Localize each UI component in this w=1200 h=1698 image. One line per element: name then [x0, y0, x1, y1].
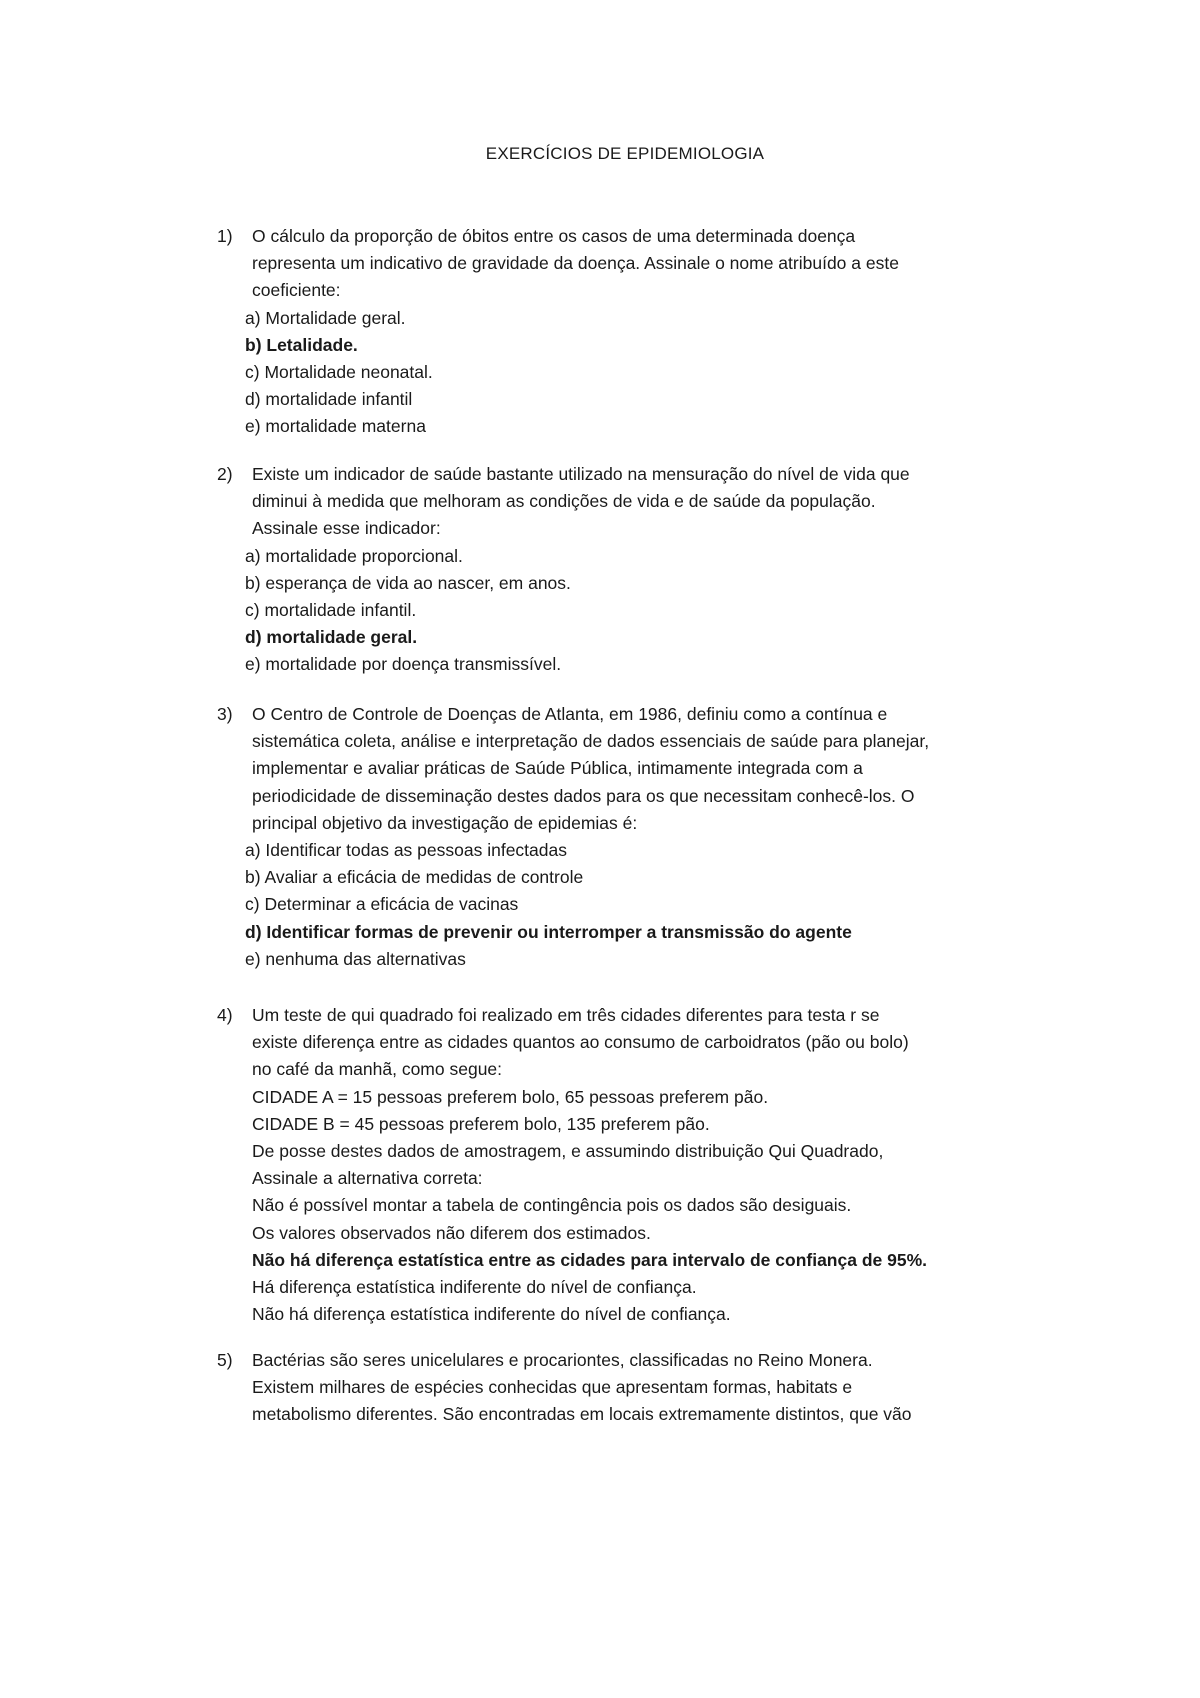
answer-option: Não é possível montar a tabela de contingência pois os dados são desiguais. — [252, 1195, 852, 1216]
question-number: 1) — [217, 226, 233, 246]
question-stem-line: Assinale esse indicador: — [252, 518, 441, 539]
question-stem-line: implementar e avaliar práticas de Saúde Pública, intimamente integrada com a — [252, 758, 863, 779]
question-stem-line: O Centro de Controle de Doenças de Atlanta, em 1986, definiu como a contínua e — [252, 704, 888, 724]
question-stem-line: metabolismo diferentes. São encontradas em locais extremamente distintos, que vão — [252, 1404, 912, 1425]
question-stem-line: sistemática coleta, análise e interpretação de dados essenciais de saúde para planejar, — [252, 731, 930, 752]
question-stem-line: CIDADE B = 45 pessoas preferem bolo, 135 preferem pão. — [252, 1113, 710, 1134]
question-stem-line: CIDADE A = 15 pessoas preferem bolo, 65 pessoas preferem pão. — [252, 1086, 769, 1107]
question-stem-line: coeficiente: — [252, 280, 341, 301]
question-stem-line: Existe um indicador de saúde bastante utilizado na mensuração do nível de vida que — [252, 464, 910, 484]
document-title: EXERCÍCIOS DE EPIDEMIOLOGIA — [485, 144, 765, 163]
question-stem-line: existe diferença entre as cidades quantos ao consumo de carboidratos (pão ou bolo) — [252, 1032, 909, 1053]
question-stem-line: Assinale a alternativa correta: — [252, 1168, 483, 1189]
answer-option: Não há diferença estatística indiferente do nível de confiança. — [252, 1304, 731, 1325]
answer-option-correct: d) Identificar formas de prevenir ou interromper a transmissão do agente — [245, 921, 852, 942]
answer-option: c) mortalidade infantil. — [245, 600, 417, 620]
answer-option: d) mortalidade infantil — [245, 389, 413, 410]
question-stem-line: periodicidade de disseminação destes dados para os que necessitam conhecê-los. O — [252, 785, 915, 806]
answer-option: e) mortalidade materna — [245, 416, 426, 437]
question-stem-line: Bactérias são seres unicelulares e procariontes, classificadas no Reino Monera. — [252, 1350, 873, 1370]
answer-option: e) mortalidade por doença transmissível. — [245, 654, 562, 675]
question-stem-line: De posse destes dados de amostragem, e assumindo distribuição Qui Quadrado, — [252, 1141, 884, 1161]
question-stem-line: no café da manhã, como segue: — [252, 1059, 503, 1080]
question-stem-line: Um teste de qui quadrado foi realizado em três cidades diferentes para testa r se — [252, 1005, 880, 1025]
answer-option: c) Mortalidade neonatal. — [245, 362, 433, 382]
question-number: 4) — [217, 1005, 233, 1025]
question-stem-line: O cálculo da proporção de óbitos entre os casos de uma determinada doença — [252, 226, 856, 246]
answer-option-correct: Não há diferença estatística entre as cidades para intervalo de confiança de 95%. — [252, 1249, 927, 1270]
answer-option: a) Identificar todas as pessoas infectadas — [245, 840, 567, 860]
answer-option-correct: d) mortalidade geral. — [245, 627, 418, 648]
answer-option: a) mortalidade proporcional. — [245, 545, 463, 566]
question-stem-line: diminui à medida que melhoram as condições de vida e de saúde da população. — [252, 491, 876, 512]
answer-option: a) Mortalidade geral. — [245, 307, 406, 328]
question-stem-line: representa um indicativo de gravidade da doença. Assinale o nome atribuído a este — [252, 253, 899, 274]
answer-option: b) Avaliar a eficácia de medidas de controle — [245, 867, 584, 888]
answer-option: e) nenhuma das alternativas — [245, 948, 466, 969]
answer-option: Há diferença estatística indiferente do nível de confiança. — [252, 1277, 697, 1297]
question-stem-line: principal objetivo da investigação de epidemias é: — [252, 812, 638, 833]
answer-option: Os valores observados não diferem dos estimados. — [252, 1222, 651, 1243]
question-stem-line: Existem milhares de espécies conhecidas que apresentam formas, habitats e — [252, 1377, 853, 1398]
answer-option-correct: b) Letalidade. — [245, 334, 358, 355]
answer-option: b) esperança de vida ao nascer, em anos. — [245, 572, 571, 593]
question-number: 3) — [217, 704, 233, 724]
question-number: 2) — [217, 464, 233, 484]
answer-option: c) Determinar a eficácia de vacinas — [245, 894, 519, 915]
question-number: 5) — [217, 1350, 233, 1370]
